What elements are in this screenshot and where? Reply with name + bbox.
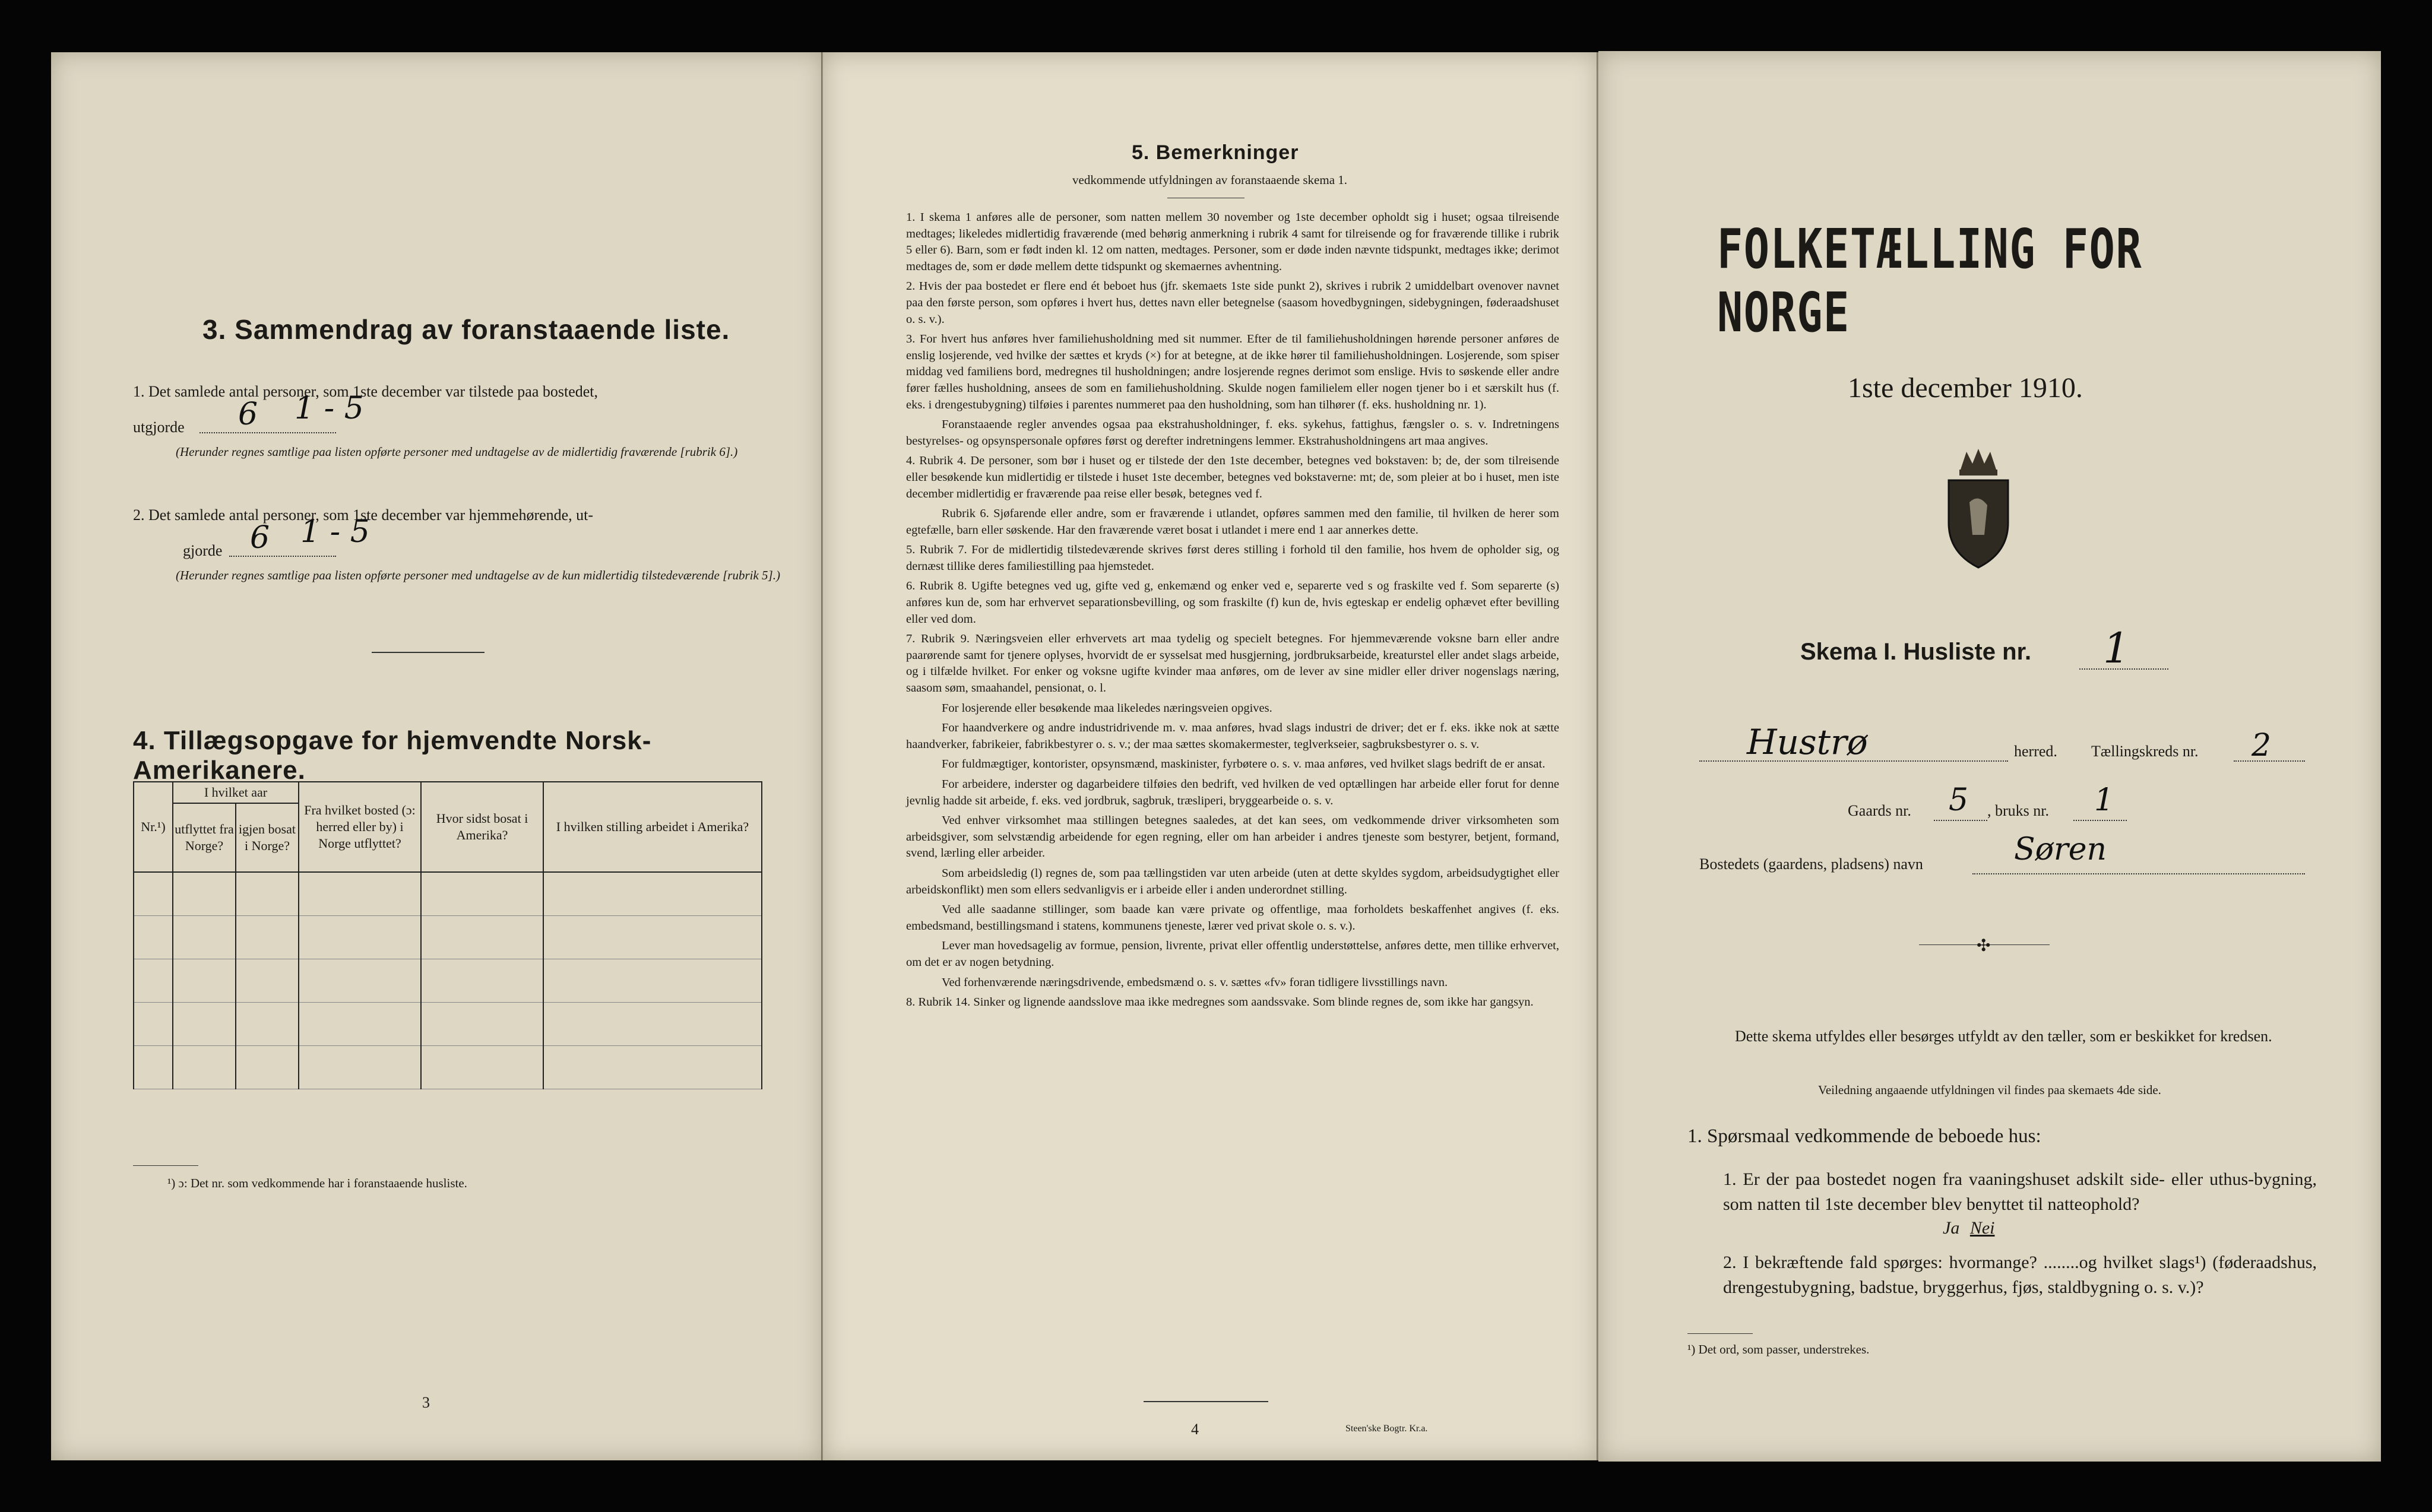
returnees-table bbox=[133, 781, 762, 1089]
remark-paragraph: 8. Rubrik 14. Sinker og lignende aandsslove maa ikke medregnes som aandssvake. Som blinde regnes de, som ikke har gangsyn. bbox=[906, 996, 1534, 1009]
census-title: FOLKETÆLLING FOR NORGE bbox=[1717, 217, 2143, 344]
kreds-value: 2 bbox=[2252, 728, 2272, 763]
item2-value: 6 bbox=[250, 520, 270, 556]
printer-mark: Steen'ske Bogtr. Kr.a. bbox=[1345, 1424, 1428, 1434]
remarks-subtitle: vedkommende utfyldningen av foranstaaende skema 1. bbox=[1072, 173, 1348, 187]
remark-paragraph: Foranstaaende regler anvendes ogsaa paa ekstrahusholdninger, f. eks. sykehus, fattighus, fængsler o. s. v. Indretningens bestyrelses- og opsynspersonale opføres først og derefter indretningens lemmer. Ekstrahusholdningens art maa angives. bbox=[906, 418, 1559, 448]
item2-text: 2. Det samlede antal personer, som 1ste december var hjemmehørende, ut- bbox=[133, 506, 594, 524]
left-page bbox=[51, 52, 823, 1460]
col-occupation-header: I hvilken stilling arbeidet i Amerika? bbox=[543, 782, 762, 872]
end-rule bbox=[1144, 1401, 1268, 1402]
item2-extra: 1 - 5 bbox=[300, 514, 370, 550]
remark-paragraph: Ved enhver virksomhet maa stillingen betegnes saaledes, at det kan sees, om vedkommende driver virksomheten som arbeidsgiver, som selvstændig arbeidende for egen regning, eller om han arbeider i andres tjeneste som bestyrer, betjent, formand, svend, lærling eller arbeider. bbox=[906, 814, 1559, 860]
page-number: 3 bbox=[422, 1394, 430, 1411]
ornament-icon: ✣ bbox=[1977, 937, 1991, 955]
gaards-value: 5 bbox=[1949, 782, 1969, 818]
right-page bbox=[1598, 51, 2381, 1462]
remark-paragraph: 3. For hvert hus anføres hver familiehusholdning med sit nummer. Efter de til familiehusholdningen hørende personer anføres de enslig losjerende, ved hvilke der sættes et kryds (×) for at betegne, at de ikke hører til familiehusholdningen. Losjerende, som spiser middag ved familiens bord, medregnes til husholdningen; andre losjerende regnes derimot som enslige. Hvis to søskende eller andre fører fælles husholdning, ansees de som en familiehusholdning. Skulde nogen familielem eller nogen tjener bo i et særskilt hus (f. eks. i drengestubygning) tilføies i parentes nummeret paa den husholdning, som han tilhører (f. eks. husholdning nr. 1). bbox=[906, 332, 1559, 411]
col-group-header: I hvilket aar bbox=[173, 782, 299, 803]
table-row bbox=[134, 959, 762, 1003]
remark-paragraph: Lever man hovedsagelig av formue, pension, livrente, privat eller offentlig understøttelse, anføres dette, men tillike erhvervet, om det er av nogen betydning. bbox=[906, 939, 1559, 969]
section-3-title: 3. Sammendrag av foranstaaende liste. bbox=[202, 314, 730, 345]
section-4-title: 4. Tillægsopgave for hjemvendte Norsk-Amerikanere. bbox=[133, 726, 652, 785]
col-returned-header: igjen bosat i Norge? bbox=[236, 803, 299, 872]
gaards-line bbox=[1934, 820, 1987, 821]
col-from-header: Fra hvilket bosted (ɔ: herred eller by) i Norge utflyttet? bbox=[299, 782, 421, 872]
footnote-rule bbox=[1687, 1333, 1753, 1334]
census-date: 1ste december 1910. bbox=[1848, 372, 2083, 404]
item1-text: 1. Det samlede antal personer, som 1ste december var tilstede paa bostedet, bbox=[133, 383, 598, 400]
separator bbox=[372, 652, 484, 653]
kreds-label: Tællingskreds nr. bbox=[2091, 743, 2199, 760]
item1-note: (Herunder regnes samtlige paa listen opførte personer med undtagelse av de midlertidig fraværende [rubrik 6].) bbox=[176, 445, 738, 459]
answer-options bbox=[1943, 1216, 2020, 1241]
bruks-value: 1 bbox=[2094, 782, 2114, 818]
page-number: 4 bbox=[1191, 1421, 1199, 1438]
remark-paragraph: 4. Rubrik 4. De personer, som bør i huset og er tilstede der den 1ste december, betegnes ved bokstaven: b; de, der som tilreisende eller besøkende kun midlertidig er tilstede i huset 1ste december, betegnes ved bokstaverne: mt; de, som pleier at bo i huset, men iste december midlertidig er fraværende paa reise eller besøk, betegnes ved f. bbox=[906, 454, 1559, 500]
schema-label: Skema I. Husliste nr. bbox=[1800, 639, 2032, 665]
intro-text: Dette skema utfyldes eller besørges utfyldt av den tæller, som er beskikket for kredsen. bbox=[1735, 1028, 2272, 1045]
question-2: 2. I bekræftende fald spørges: hvormange? ........og hvilket slags¹) (føderaadshus, drengestubygning, badstue, bryggerhus, fjøs, staldbygning o. s. v.)? bbox=[1723, 1253, 2317, 1297]
middle-page bbox=[823, 52, 1598, 1460]
remark-paragraph: For arbeidere, inderster og dagarbeidere tilføies den bedrift, ved hvilken de ved optællingen har arbeide eller forut for denne jevnlig hadde sit arbeide, f. eks. ved jordbruk, sagbruk, træsliperi, bryggearbeide o. s. v. bbox=[906, 778, 1559, 807]
table-header-row bbox=[134, 782, 762, 803]
question-title: 1. Spørsmaal vedkommende de beboede hus: bbox=[1687, 1126, 2041, 1147]
bruks-label: , bruks nr. bbox=[1987, 802, 2049, 819]
remark-paragraph: Som arbeidsledig (l) regnes de, som paa tællingstiden var uten arbeide (uten at dette skyldes sygdom, arbeidsudygtighet eller arbeidskonflikt) men som ellers sedvanligvis er i arbeide eller i anden underordnet stilling. bbox=[906, 866, 1559, 896]
intro-small: Veiledning angaaende utfyldningen vil findes paa skemaets 4de side. bbox=[1818, 1083, 2161, 1097]
table-row bbox=[134, 916, 762, 959]
remark-paragraph: 2. Hvis der paa bostedet er flere end ét beboet hus (jfr. skemaets 1ste side punkt 2), skrives i rubrik 2 umiddelbart ovenover navnet paa den første person, som opføres i hvert hus, dettes navn eller betegnelse (saasom hovedbygningen, sidebygningen, føderaadshuset o. s. v.). bbox=[906, 280, 1559, 326]
remark-paragraph: 7. Rubrik 9. Næringsveien eller erhvervets art maa tydelig og specielt betegnes. For hjemmeværende voksne barn eller andre paarørende samt for tjenere oplyses, hvorvidt de er sysselsat med husgjerning, jordbruksarbeide, kreaturstel eller andet slags arbeide, og i tilfælde hvilket. For enker og voksne ugifte kvinder maa anføres, om de lever av sine midler eller driver nogenslags næring, saasom søm, smaahandel, pensionat, o. l. bbox=[906, 632, 1559, 695]
herred-label: herred. bbox=[2014, 743, 2057, 760]
remark-paragraph: Rubrik 6. Sjøfarende eller andre, som er fraværende i utlandet, opføres sammen med den familie, til hvilken de herer som egtefælle, barn eller søskende. Har den fraværende været bosat i utlandet i mere end 1 aar annerkes dette. bbox=[906, 507, 1559, 537]
footnote: ¹) Det ord, som passer, understrekes. bbox=[1687, 1342, 1870, 1356]
remark-paragraph: For haandverkere og andre industridrivende m. v. maa anføres, hvad slags industri de driver; det er f. eks. ikke nok at sætte haandverker, fabrikeier, fabrikbestyrer o. s. v.; der maa sættes skomakermester, teglverkseier, sagbruksbestyrer o. s. v. bbox=[906, 721, 1559, 751]
table-row bbox=[134, 1046, 762, 1089]
husliste-nr: 1 bbox=[2103, 624, 2130, 673]
bruks-line bbox=[2073, 820, 2127, 821]
gaards-label: Gaards nr. bbox=[1848, 802, 1911, 819]
col-nr-header: Nr.¹) bbox=[134, 782, 173, 872]
remark-paragraph: 6. Rubrik 8. Ugifte betegnes ved ug, gifte ved g, enkemænd og enker ved e, separerte ved s og fraskilte ved f. Som separerte (s) anføres kun de, som har erhvervet separationsbevilling, og som fraskilte (f) kun de, hvis egteskap er endelig ophævet efter bevilling eller ved dom. bbox=[906, 579, 1559, 626]
item1-value: 6 bbox=[238, 397, 258, 432]
question-1: 1. Er der paa bostedet nogen fra vaaningshuset adskilt side- eller uthus-bygning, som natten til 1ste december blev benyttet til natteophold? bbox=[1723, 1169, 2317, 1214]
remark-paragraph: For losjerende eller besøkende maa likeledes næringsveien opgives. bbox=[942, 701, 1272, 715]
answer-ja: Ja bbox=[1943, 1218, 1960, 1238]
remarks-body bbox=[906, 210, 1559, 1015]
remark-paragraph: 1. I skema 1 anføres alle de personer, som natten mellem 30 november og 1ste december opholdt sig i huset; ogsaa tilreisende medtages; likeledes midlertidig fraværende (med behørig anmerkning i rubrik 4 samt for tilreisende og for fraværende tillike i rubrik 5 eller 6). Barn, som er født inden kl. 12 om natten, medtages. Personer, som er døde inden nævnte tidspunkt, medtages ikke; derimot medtages de, som er døde mellem dette tidspunkt og skemaernes avhentning. bbox=[906, 211, 1559, 273]
answer-nei: Nei bbox=[1969, 1218, 1995, 1238]
bosted-label: Bostedets (gaardens, pladsens) navn bbox=[1699, 855, 1923, 873]
remark-paragraph: 5. Rubrik 7. For de midlertidig tilstedeværende skrives først deres stilling i forhold til den familie, hos hvem de opholder sig, og dernæst tillike deres familiestilling paa hjemstedet. bbox=[906, 543, 1559, 573]
table-row bbox=[134, 1003, 762, 1046]
herred-value: Hustrø bbox=[1747, 722, 1868, 762]
bosted-line bbox=[1972, 873, 2305, 874]
item1-extra: 1 - 5 bbox=[294, 391, 364, 426]
footnote: ¹) ɔ: Det nr. som vedkommende har i foranstaaende husliste. bbox=[167, 1176, 467, 1190]
remark-paragraph: For fuldmægtiger, kontorister, opsynsmænd, maskinister, fyrbøtere o. s. v. maa anføres, ved hvilket slags bedrift de er ansat. bbox=[942, 757, 1546, 771]
footnote-rule bbox=[133, 1165, 198, 1166]
remark-paragraph: Ved forhenværende næringsdrivende, embedsmænd o. s. v. sættes «fv» foran tidligere livsstillings navn. bbox=[942, 975, 1448, 989]
remark-paragraph: Ved alle saadanne stillinger, som baade kan være private og offentlige, maa forholdets beskaffenhet angives (f. eks. embedsmand, bestillingsmand i statens, kommunens tjeneste, lærer ved privat skole o. s. v.). bbox=[906, 903, 1559, 933]
item1-label: utgjorde bbox=[133, 419, 185, 436]
remarks-title: 5. Bemerkninger bbox=[1132, 141, 1299, 164]
bosted-value: Søren bbox=[2014, 832, 2107, 867]
col-last-residence-header: Hvor sidst bosat i Amerika? bbox=[421, 782, 543, 872]
col-emigrated-header: utflyttet fra Norge? bbox=[173, 803, 236, 872]
item2-note: (Herunder regnes samtlige paa listen opførte personer med undtagelse av de kun midlertidig tilstedeværende [rubrik 5].) bbox=[176, 568, 780, 582]
item1-value-line bbox=[200, 432, 336, 433]
item2-label: gjorde bbox=[183, 542, 223, 559]
item2-value-line bbox=[229, 556, 336, 557]
coat-of-arms-icon bbox=[1937, 446, 2020, 570]
table-row bbox=[134, 872, 762, 916]
